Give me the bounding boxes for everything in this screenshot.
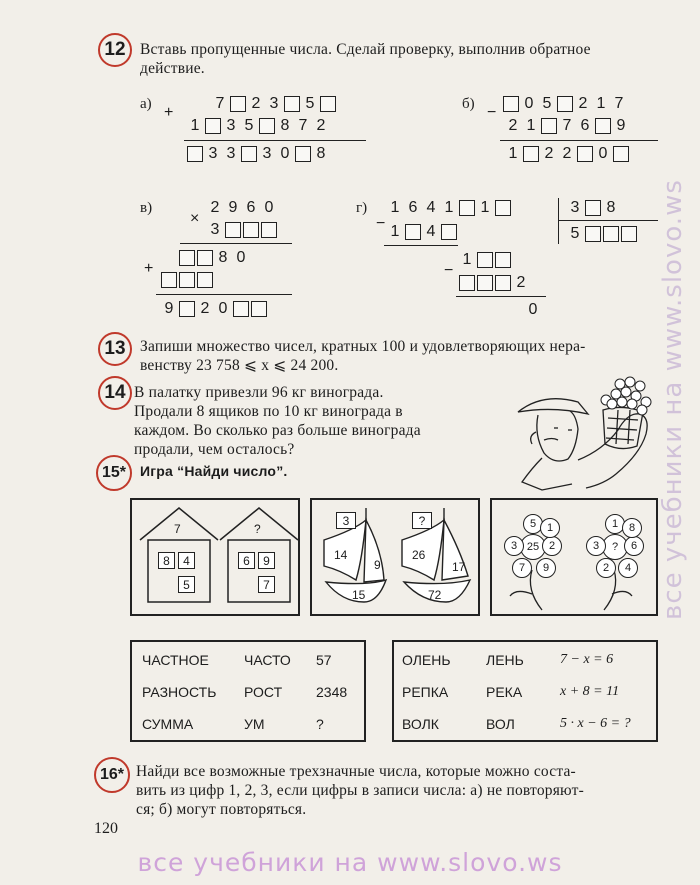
example-g-label: г) (356, 200, 368, 216)
example-b-minus: − (487, 104, 497, 121)
table-right-r2-c2: РЕКА (486, 684, 523, 700)
houses-panel (130, 498, 300, 616)
flower2-petal-4: 4 (618, 558, 638, 578)
task-number-13: 13 (98, 332, 132, 366)
table-left-r3-c3: ? (316, 716, 324, 732)
task-number-16: 16* (94, 757, 130, 793)
house1-window-3: 5 (178, 576, 195, 593)
example-v-row3: 8 0 (178, 248, 250, 268)
example-b-row3: 1 2 2 0 (504, 144, 630, 164)
example-b-row2: 2 1 7 6 9 (508, 117, 626, 134)
example-g-line2 (456, 296, 546, 297)
example-v-times: × (190, 210, 200, 227)
table-right-r1-c1: ОЛЕНЬ (402, 652, 451, 668)
example-b-line (500, 140, 658, 141)
task-14-text-line1: В палатку привезли 96 кг винограда. (134, 384, 384, 401)
task-number-14: 14 (98, 376, 132, 410)
task-14-text-line4: продали, чем осталось? (134, 441, 295, 458)
task-number-15: 15* (96, 455, 132, 491)
house1-window-1: 8 (158, 552, 175, 569)
example-a-row3: 3 3 3 0 8 (186, 144, 330, 164)
example-a-plus: + (164, 104, 174, 121)
example-g-sub1: 1 4 (386, 222, 458, 242)
boat2-sail-left: 26 (412, 548, 426, 562)
house1-roof-number: 7 (174, 522, 181, 536)
table-right-r1-c2: ЛЕНЬ (486, 652, 524, 668)
table-right-r3-c2: ВОЛ (486, 716, 515, 732)
table-left-r1-c3: 57 (316, 652, 332, 668)
task-15-title: Игра “Найди число”. (140, 463, 288, 479)
table-right-r3-c1: ВОЛК (402, 716, 439, 732)
flower1-petal-2: 3 (504, 536, 524, 556)
watermark-vertical: все учебники на www.slovo.ws (658, 179, 688, 621)
example-g-divider-horizontal (558, 220, 658, 221)
boat1-sail-right: 9 (374, 558, 381, 572)
boats-panel (310, 498, 480, 616)
example-g-minus: − (376, 215, 386, 232)
example-v-line2 (156, 294, 292, 295)
table-right-r2-c3: x + 8 = 11 (560, 684, 620, 699)
table-left-r2-c1: РАЗНОСТЬ (142, 684, 217, 700)
table-left-r2-c3: 2348 (316, 684, 348, 700)
table-left-r1-c2: ЧАСТО (244, 652, 291, 668)
grape-seller-illustration (508, 370, 668, 495)
boat1-hull: 15 (352, 588, 366, 602)
task-14-text-line3: каждом. Во сколько раз больше винограда (134, 422, 421, 439)
task-16-text-line1: Найди все возможные трехзначные числа, которые можно соста- (136, 763, 576, 780)
table-right-r2-c1: РЕПКА (402, 684, 449, 700)
table-left-r3-c1: СУММА (142, 716, 194, 732)
task-16-text-line3: ся; б) могут повторяться. (136, 801, 307, 818)
example-v-plus: + (144, 260, 154, 277)
example-b-row1: 0 5 2 1 7 (502, 94, 628, 114)
flower2-petal-6: 8 (622, 518, 642, 538)
example-g-divisor: 3 8 (570, 199, 616, 216)
house2-window-1: 6 (238, 552, 255, 569)
boat2-hull: 72 (428, 588, 442, 602)
example-g-dividend: 1 6 4 1 1 (386, 198, 512, 218)
flower2-petal-5: 2 (596, 558, 616, 578)
house2-window-2: 9 (258, 552, 275, 569)
word-table-right (392, 640, 658, 742)
example-a-line (184, 140, 366, 141)
flower2-petal-2: 1 (605, 514, 625, 534)
example-g-rem1: 1 (458, 250, 512, 270)
flower2-center: ? (602, 534, 628, 560)
flowers-panel (490, 498, 658, 616)
word-table-left (130, 640, 366, 742)
boat2-sail-right: 17 (452, 560, 466, 574)
example-b-label: б) (462, 96, 475, 112)
flower1-petal-6: 1 (540, 518, 560, 538)
page-number: 120 (94, 820, 118, 837)
task-12-text-line1: Вставь пропущенные числа. Сделай проверку, выполнив обратное (140, 41, 591, 58)
example-v-row1: 2 9 6 0 (210, 199, 274, 216)
task-13-text-line2: венству 23 758 ⩽ x ⩽ 24 200. (140, 357, 339, 374)
table-right-r3-c3: 5 · x − 6 = ? (560, 716, 631, 731)
example-g-quotient: 5 (566, 224, 638, 244)
flower2-petal-1: 6 (624, 536, 644, 556)
table-left-r1-c1: ЧАСТНОЕ (142, 652, 209, 668)
example-v-row5: 9 2 0 (160, 299, 268, 319)
flower1-petal-4: 7 (512, 558, 532, 578)
example-g-rem2: 0 (528, 301, 538, 318)
house2-roof-number: ? (254, 522, 261, 536)
boat1-flag: 3 (336, 512, 356, 529)
flower2-petal-3: 3 (586, 536, 606, 556)
boat2-flag: ? (412, 512, 432, 529)
example-a-label: а) (140, 96, 152, 112)
example-g-sub2: 2 (458, 273, 530, 293)
task-12-text-line2: действие. (140, 60, 205, 77)
example-v-row4 (160, 270, 214, 290)
example-v-row2: 3 (206, 220, 278, 240)
table-left-r2-c2: РОСТ (244, 684, 283, 700)
example-v-label: в) (140, 200, 153, 216)
flower1-petal-3: 2 (542, 536, 562, 556)
watermark-horizontal: все учебники на www.slovo.ws (137, 848, 563, 877)
house1-window-2: 4 (178, 552, 195, 569)
flower1-petal-5: 9 (536, 558, 556, 578)
flower1-petal-1: 5 (523, 514, 543, 534)
task-16-text-line2: вить из цифр 1, 2, 3, если цифры в записи числа: а) не повторяют- (136, 782, 584, 799)
example-g-line1 (384, 245, 458, 246)
flower1-center: 25 (520, 534, 546, 560)
task-14-text-line2: Продали 8 ящиков по 10 кг винограда в (134, 403, 403, 420)
table-right-r1-c3: 7 − x = 6 (560, 652, 614, 667)
table-left-r3-c2: УМ (244, 716, 265, 732)
example-a-row1: 7 2 3 5 (211, 94, 337, 114)
example-v-line1 (180, 243, 292, 244)
task-13-text-line1: Запиши множество чисел, кратных 100 и удовлетворяющих нера- (140, 338, 586, 355)
house2-window-3: 7 (258, 576, 275, 593)
example-g-minus2: − (444, 262, 454, 279)
task-number-12: 12 (98, 33, 132, 67)
example-a-row2: 1 3 5 8 7 2 (190, 117, 326, 134)
boat1-sail-left: 14 (334, 548, 348, 562)
example-g-divider-vertical (558, 198, 559, 244)
